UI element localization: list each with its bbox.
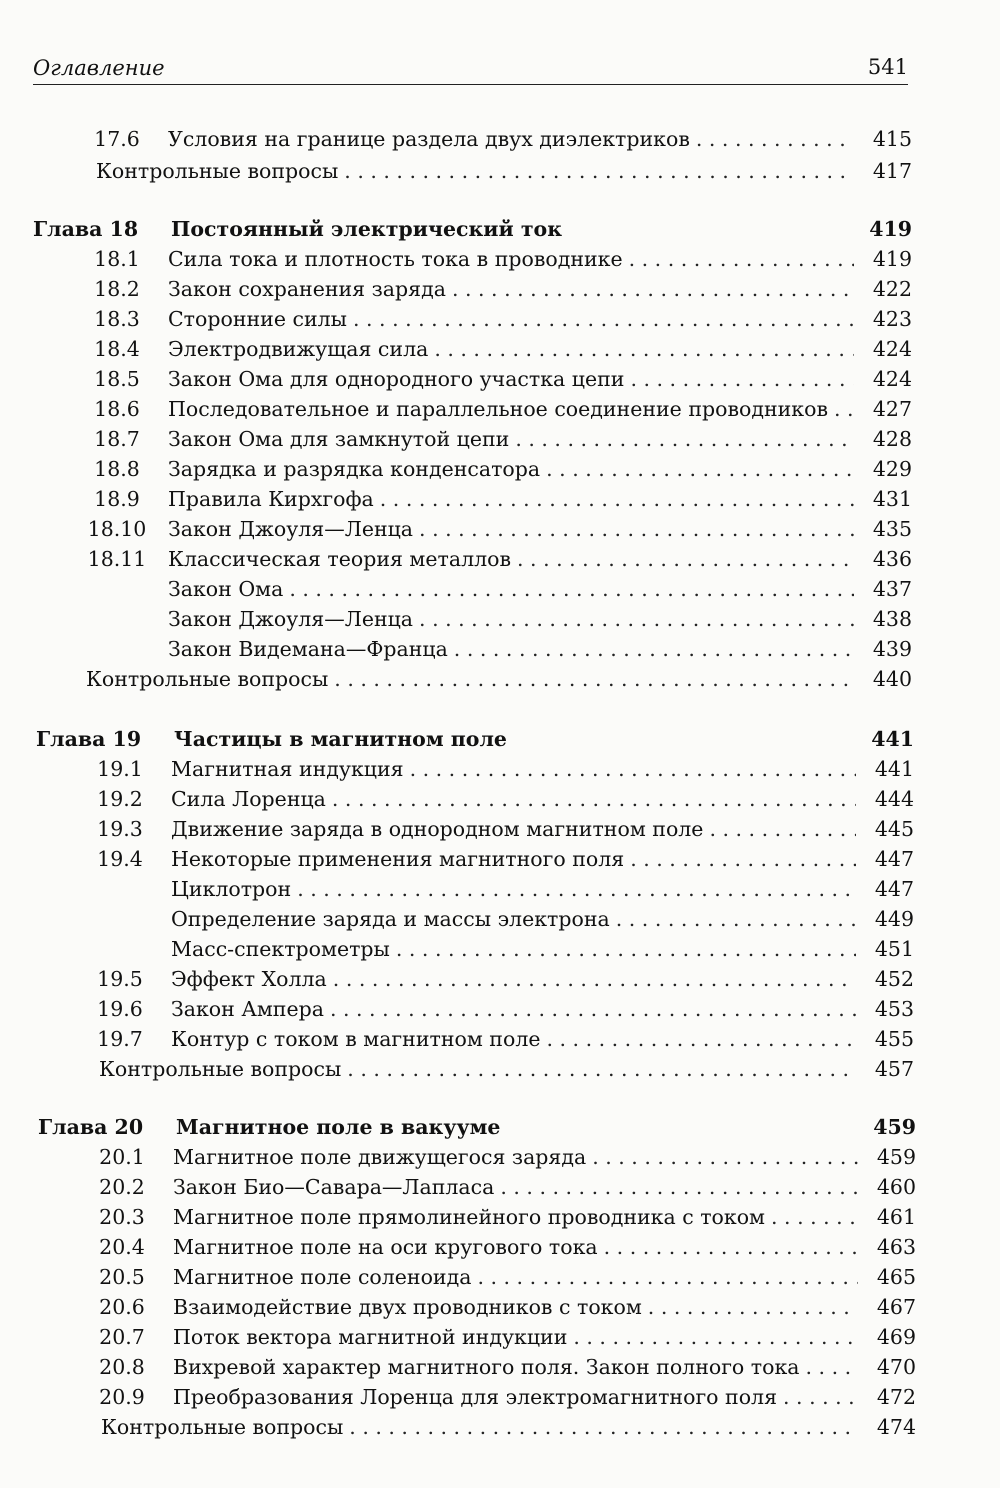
toc-chapter-row	[36, 724, 914, 754]
section-number: 20.3	[99, 1205, 145, 1229]
entry-title: Контрольные вопросы	[101, 1415, 344, 1439]
entry-title: Закон Джоуля—Ленца	[168, 607, 414, 631]
section-number: 18.9	[94, 487, 140, 511]
entry-page-number: 424	[872, 367, 912, 391]
entry-title: Магнитная индукция	[171, 757, 404, 781]
toc-entry-row	[89, 904, 914, 934]
entry-page-number: 435	[872, 517, 912, 541]
entry-title: Закон сохранения заряда	[168, 277, 446, 301]
toc-chapter-row	[33, 214, 912, 244]
dot-leader	[396, 934, 856, 964]
section-number: 18.11	[87, 547, 147, 571]
entry-page-number: 438	[872, 607, 912, 631]
dot-leader	[333, 964, 856, 994]
section-number: 20.7	[99, 1325, 145, 1349]
toc-entry-row	[89, 1024, 914, 1054]
section-number: 20.9	[99, 1385, 145, 1409]
toc-entry-row	[86, 424, 912, 454]
dot-leader	[454, 634, 854, 664]
dot-leader	[709, 814, 856, 844]
toc-entry-row	[86, 334, 912, 364]
entry-title: Взаимодействие двух проводников с током	[173, 1295, 642, 1319]
entry-page-number: 441	[874, 757, 914, 781]
dot-leader	[419, 604, 854, 634]
dot-leader	[297, 874, 856, 904]
dot-leader	[592, 1142, 858, 1172]
dot-leader	[546, 454, 854, 484]
dot-leader	[629, 244, 854, 274]
entry-title: Поток вектора магнитной индукции	[173, 1325, 568, 1349]
dot-leader	[330, 994, 856, 1024]
entry-title: Контур с током в магнитном поле	[171, 1027, 541, 1051]
entry-page-number: 447	[874, 847, 914, 871]
toc-entry-row	[89, 814, 914, 844]
entry-title: Преобразования Лоренца для электромагнитного поля	[173, 1385, 777, 1409]
dot-leader	[332, 784, 856, 814]
toc-entry-row	[91, 1352, 916, 1382]
toc-entry-row	[91, 1172, 916, 1202]
dot-leader	[434, 334, 854, 364]
entry-page-number: 472	[876, 1385, 916, 1409]
entry-title: Закон Джоуля—Ленца	[168, 517, 414, 541]
toc-entry-row	[86, 514, 912, 544]
section-number: 17.6	[94, 127, 140, 151]
dot-leader	[616, 904, 856, 934]
entry-page-number: 436	[872, 547, 912, 571]
dot-leader	[630, 364, 854, 394]
entry-page-number: 429	[872, 457, 912, 481]
toc-entry-row	[86, 124, 912, 154]
dot-leader	[500, 1172, 858, 1202]
toc-entry-row	[86, 304, 912, 334]
running-head	[33, 50, 908, 85]
entry-page-number: 467	[876, 1295, 916, 1319]
entry-page-number: 459	[876, 1145, 916, 1169]
toc-entry-row	[89, 874, 914, 904]
dot-leader	[452, 274, 854, 304]
entry-page-number: 469	[876, 1325, 916, 1349]
dot-leader	[347, 1054, 856, 1084]
dot-leader	[604, 1232, 858, 1262]
entry-title: Условия на границе раздела двух диэлектриков	[168, 127, 690, 151]
section-number: 18.3	[94, 307, 140, 331]
dot-leader	[334, 664, 854, 694]
toc-entry-row	[89, 994, 914, 1024]
entry-title: Сила Лоренца	[171, 787, 326, 811]
entry-title: Сторонние силы	[168, 307, 347, 331]
dot-leader	[410, 754, 856, 784]
toc-entry-row	[86, 484, 912, 514]
toc-entry-row	[89, 844, 914, 874]
entry-title: Зарядка и разрядка конденсатора	[168, 457, 541, 481]
chapter-title: Постоянный электрический ток	[171, 217, 563, 241]
toc-entry-row	[86, 634, 912, 664]
chapter-label: Глава 18	[33, 217, 139, 241]
toc-entry-row	[89, 784, 914, 814]
toc-entry-row	[101, 1412, 916, 1442]
entry-page-number: 415	[872, 127, 912, 151]
toc-chapter-row	[38, 1112, 916, 1142]
toc-entry-row	[91, 1202, 916, 1232]
toc-entry-row	[86, 454, 912, 484]
toc-entry-row	[86, 274, 912, 304]
toc-entry-row	[99, 1054, 914, 1084]
dot-leader	[630, 844, 856, 874]
entry-page-number: 453	[874, 997, 914, 1021]
toc-entry-row	[86, 364, 912, 394]
entry-title: Магнитное поле на оси кругового тока	[173, 1235, 598, 1259]
entry-page-number: 424	[872, 337, 912, 361]
entry-title: Контрольные вопросы	[86, 667, 329, 691]
dot-leader	[380, 484, 854, 514]
entry-page-number: 460	[876, 1175, 916, 1199]
dot-leader	[419, 514, 854, 544]
dot-leader	[344, 156, 854, 186]
toc-entry-row	[91, 1232, 916, 1262]
entry-page-number: 445	[874, 817, 914, 841]
toc-entry-row	[91, 1262, 916, 1292]
section-number: 19.4	[97, 847, 143, 871]
entry-title: Закон Био—Савара—Лапласа	[173, 1175, 495, 1199]
dot-leader	[289, 574, 854, 604]
entry-title: Электродвижущая сила	[168, 337, 429, 361]
dot-leader	[696, 124, 854, 154]
entry-page-number: 452	[874, 967, 914, 991]
entry-title: Последовательное и параллельное соединение проводников	[168, 397, 828, 421]
entry-title: Контрольные вопросы	[96, 159, 339, 183]
section-number: 19.3	[97, 817, 143, 841]
toc-entry-row	[86, 574, 912, 604]
dot-leader	[806, 1352, 858, 1382]
entry-page-number: 441	[871, 727, 914, 751]
toc-entry-row	[91, 1292, 916, 1322]
section-number: 19.6	[97, 997, 143, 1021]
entry-title: Контрольные вопросы	[99, 1057, 342, 1081]
section-number: 18.4	[94, 337, 140, 361]
entry-title: Закон Ома для замкнутой цепи	[168, 427, 510, 451]
section-number: 20.2	[99, 1175, 145, 1199]
toc-entry-row	[86, 604, 912, 634]
section-number: 19.7	[97, 1027, 143, 1051]
entry-page-number: 459	[873, 1115, 916, 1139]
section-number: 18.10	[87, 517, 147, 541]
chapter-title: Магнитное поле в вакууме	[176, 1115, 501, 1139]
toc-entry-row	[89, 964, 914, 994]
toc-entry-row	[89, 754, 914, 784]
entry-title: Закон Ампера	[171, 997, 324, 1021]
dot-leader	[517, 544, 854, 574]
section-number: 18.6	[94, 397, 140, 421]
entry-title: Движение заряда в однородном магнитном поле	[171, 817, 704, 841]
entry-page-number: 439	[872, 637, 912, 661]
section-number: 20.5	[99, 1265, 145, 1289]
entry-page-number: 423	[872, 307, 912, 331]
entry-page-number: 457	[874, 1057, 914, 1081]
toc-entry-row	[91, 1322, 916, 1352]
section-number: 18.8	[94, 457, 140, 481]
entry-page-number: 461	[876, 1205, 916, 1229]
dot-leader	[573, 1322, 858, 1352]
page-number: 541	[867, 55, 908, 79]
entry-page-number: 474	[876, 1415, 916, 1439]
entry-page-number: 449	[874, 907, 914, 931]
entry-page-number: 419	[872, 247, 912, 271]
entry-title: Некоторые применения магнитного поля	[171, 847, 625, 871]
entry-title: Закон Ома для однородного участка цепи	[168, 367, 625, 391]
entry-page-number: 427	[872, 397, 912, 421]
entry-page-number: 431	[872, 487, 912, 511]
section-number: 20.6	[99, 1295, 145, 1319]
section-number: 19.5	[97, 967, 143, 991]
entry-title: Магнитное поле движущегося заряда	[173, 1145, 587, 1169]
toc-entry-row	[86, 544, 912, 574]
entry-title: Эффект Холла	[171, 967, 327, 991]
running-head-title: Оглавление	[33, 56, 165, 80]
entry-page-number: 451	[874, 937, 914, 961]
entry-page-number: 422	[872, 277, 912, 301]
chapter-label: Глава 20	[38, 1115, 144, 1139]
section-number: 19.2	[97, 787, 143, 811]
entry-title: Классическая теория металлов	[168, 547, 512, 571]
entry-page-number: 455	[874, 1027, 914, 1051]
chapter-title: Частицы в магнитном поле	[174, 727, 507, 751]
entry-page-number: 444	[874, 787, 914, 811]
toc-entry-row	[86, 244, 912, 274]
chapter-label: Глава 19	[36, 727, 142, 751]
dot-leader	[477, 1262, 858, 1292]
entry-page-number: 417	[872, 159, 912, 183]
entry-page-number: 428	[872, 427, 912, 451]
entry-page-number: 447	[874, 877, 914, 901]
section-number: 19.1	[97, 757, 143, 781]
dot-leader	[349, 1412, 858, 1442]
entry-title: Правила Кирхгофа	[168, 487, 374, 511]
entry-title: Магнитное поле прямолинейного проводника с током	[173, 1205, 765, 1229]
section-number: 18.1	[94, 247, 140, 271]
entry-page-number: 463	[876, 1235, 916, 1259]
toc-entry-row	[86, 394, 912, 424]
section-number: 20.4	[99, 1235, 145, 1259]
dot-leader	[771, 1202, 858, 1232]
section-number: 18.5	[94, 367, 140, 391]
section-number: 18.7	[94, 427, 140, 451]
entry-page-number: 419	[869, 217, 912, 241]
dot-leader	[648, 1292, 858, 1322]
toc-entry-row	[96, 156, 912, 186]
section-number: 20.8	[99, 1355, 145, 1379]
dot-leader	[353, 304, 854, 334]
dot-leader	[515, 424, 854, 454]
entry-title: Определение заряда и массы электрона	[171, 907, 610, 931]
entry-page-number: 465	[876, 1265, 916, 1289]
section-number: 20.1	[99, 1145, 145, 1169]
entry-title: Магнитное поле соленоида	[173, 1265, 472, 1289]
entry-title: Масс-спектрометры	[171, 937, 390, 961]
entry-page-number: 440	[872, 667, 912, 691]
entry-page-number: 437	[872, 577, 912, 601]
toc-entry-row	[89, 934, 914, 964]
dot-leader	[783, 1382, 858, 1412]
entry-title: Закон Ома	[168, 577, 284, 601]
dot-leader	[834, 394, 854, 424]
entry-title: Вихревой характер магнитного поля. Закон полного тока	[173, 1355, 800, 1379]
dot-leader	[546, 1024, 856, 1054]
toc-entry-row	[91, 1382, 916, 1412]
entry-title: Сила тока и плотность тока в проводнике	[168, 247, 623, 271]
entry-page-number: 470	[876, 1355, 916, 1379]
section-number: 18.2	[94, 277, 140, 301]
entry-title: Циклотрон	[171, 877, 292, 901]
toc-entry-row	[86, 664, 912, 694]
entry-title: Закон Видемана—Франца	[168, 637, 448, 661]
toc-entry-row	[91, 1142, 916, 1172]
